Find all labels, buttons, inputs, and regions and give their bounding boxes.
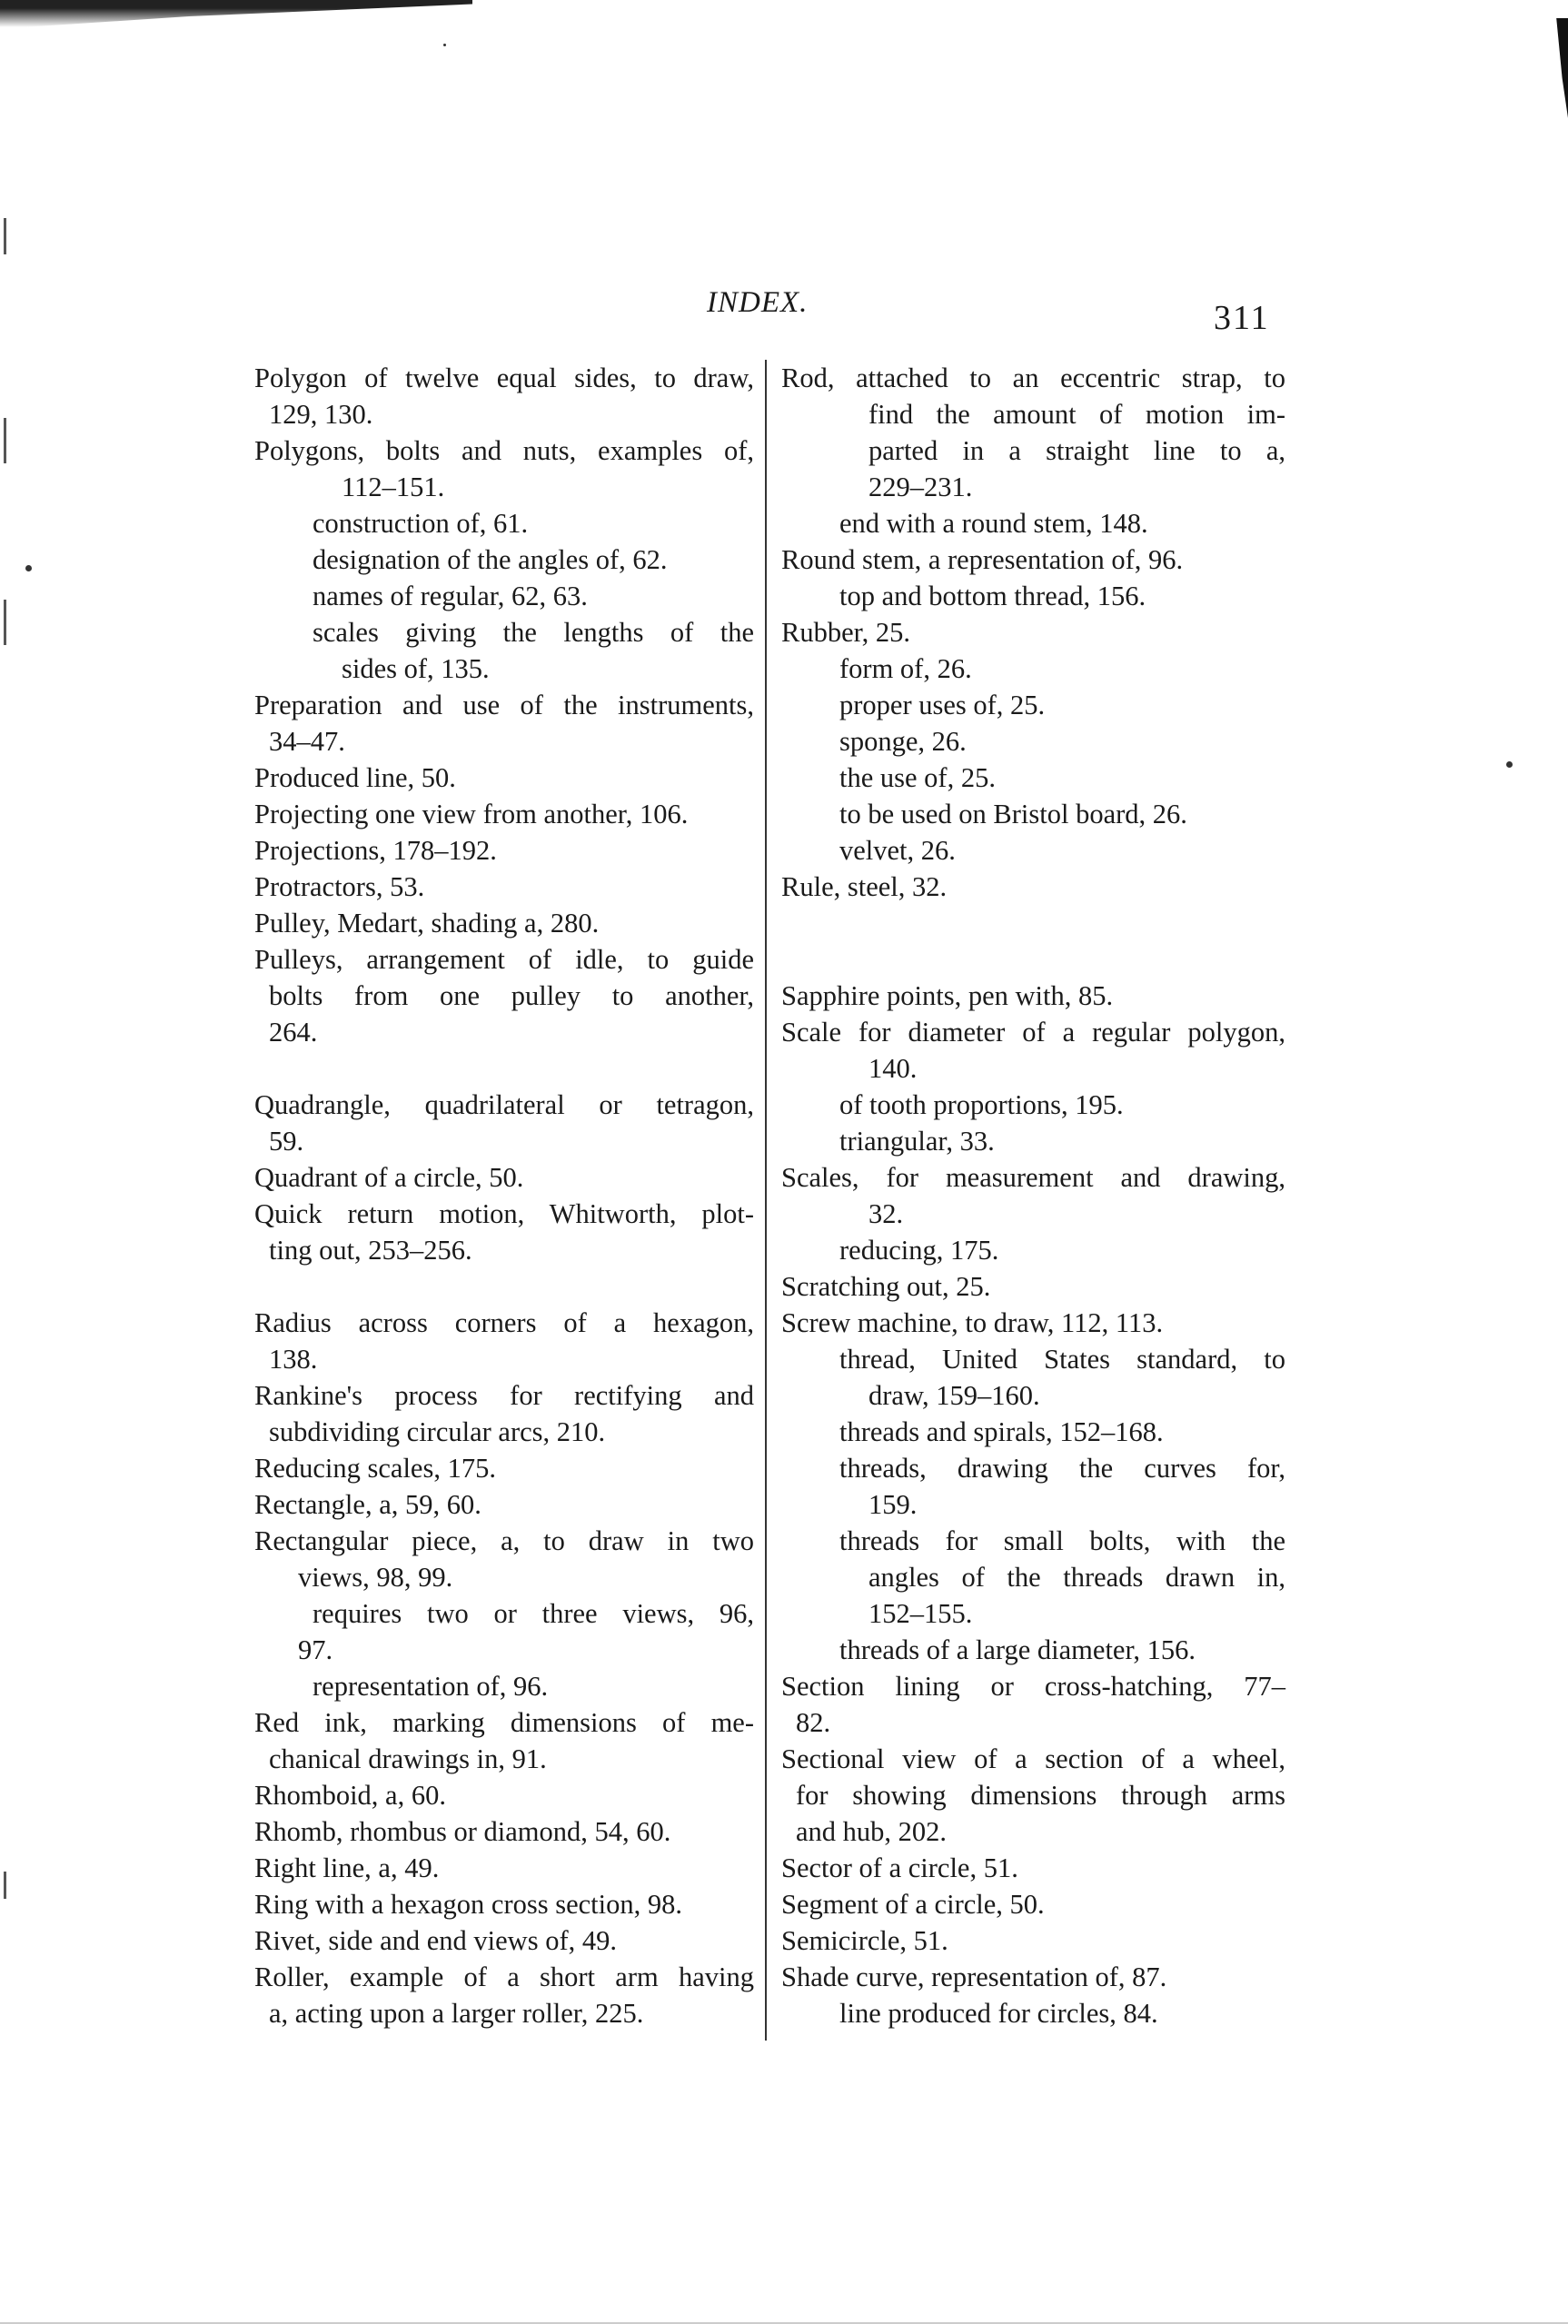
- index-subentry: for showing dimensions through arms: [796, 1780, 1285, 1811]
- index-subentry: 140.: [868, 1053, 918, 1084]
- index-subentry: 138.: [269, 1344, 318, 1375]
- index-entry: Rubber, 25.: [781, 617, 910, 648]
- index-column-left: [254, 360, 754, 2031]
- ink-speck: [443, 44, 446, 46]
- index-entry: Projections, 178–192.: [254, 835, 497, 866]
- index-entry: Projecting one view from another, 106.: [254, 799, 689, 829]
- blank-line: [254, 1268, 754, 1305]
- index-entry: Preparation and use of the instruments,: [254, 690, 754, 720]
- index-entry: Sector of a circle, 51.: [781, 1852, 1018, 1883]
- index-entry: Pulleys, arrangement of idle, to guide: [254, 944, 754, 975]
- index-subentry: bolts from one pulley to another,: [269, 980, 754, 1011]
- index-entry: Rankine's process for rectifying and: [254, 1380, 754, 1411]
- column-divider: [765, 360, 767, 2041]
- page-number: 311: [1214, 299, 1270, 337]
- scan-edge-right: [1553, 18, 1568, 118]
- index-subentry: subdividing circular arcs, 210.: [269, 1416, 606, 1447]
- index-entry: Round stem, a representation of, 96.: [781, 544, 1184, 575]
- index-subentry: sides of, 135.: [342, 653, 490, 684]
- margin-mark: [4, 1872, 6, 1899]
- index-subentry: 97.: [298, 1634, 333, 1665]
- index-subentry: 159.: [868, 1489, 918, 1520]
- index-subentry: 129, 130.: [269, 399, 373, 430]
- blank-line: [781, 941, 1285, 978]
- ink-speck: [25, 565, 32, 571]
- index-entry: Quadrangle, quadrilateral or tetragon,: [254, 1089, 754, 1120]
- index-entry: Rod, attached to an eccentric strap, to: [781, 363, 1285, 393]
- index-entry: Radius across corners of a hexagon,: [254, 1307, 754, 1338]
- index-entry: Semicircle, 51.: [781, 1925, 948, 1956]
- index-subentry: triangular, 33.: [839, 1126, 995, 1157]
- index-entry: Rhomboid, a, 60.: [254, 1780, 446, 1811]
- index-entry: Rhomb, rhombus or diamond, 54, 60.: [254, 1816, 671, 1847]
- ink-speck: [1506, 761, 1513, 768]
- index-entry: Rivet, side and end views of, 49.: [254, 1925, 617, 1956]
- index-column-right: [781, 360, 1285, 2031]
- index-subentry: a, acting upon a larger roller, 225.: [269, 1998, 644, 2029]
- margin-mark: [4, 600, 6, 645]
- index-subentry: 34–47.: [269, 726, 345, 757]
- index-subentry: proper uses of, 25.: [839, 690, 1046, 720]
- index-entry: Red ink, marking dimensions of me-: [254, 1707, 754, 1738]
- index-subentry: construction of, 61.: [313, 508, 529, 539]
- index-subentry: scales giving the lengths of the: [313, 617, 754, 648]
- index-subentry: form of, 26.: [839, 653, 972, 684]
- margin-mark: [4, 418, 6, 463]
- index-entry: Right line, a, 49.: [254, 1852, 440, 1883]
- index-entry: Scratching out, 25.: [781, 1271, 991, 1302]
- index-subentry: parted in a straight line to a,: [868, 435, 1285, 466]
- index-entry: Polygon of twelve equal sides, to draw,: [254, 363, 754, 393]
- index-subentry: chanical drawings in, 91.: [269, 1743, 547, 1774]
- index-entry: Rectangular piece, a, to draw in two: [254, 1525, 754, 1556]
- index-subentry: threads of a large diameter, 156.: [839, 1634, 1196, 1665]
- index-subentry: and hub, 202.: [796, 1816, 948, 1847]
- index-subentry: 152–155.: [868, 1598, 973, 1629]
- index-subentry: 229–231.: [868, 472, 973, 502]
- index-subentry: sponge, 26.: [839, 726, 967, 757]
- index-subentry: 112–151.: [342, 472, 445, 502]
- index-entry: Scales, for measurement and drawing,: [781, 1162, 1285, 1193]
- index-entry: Produced line, 50.: [254, 762, 456, 793]
- index-subentry: find the amount of motion im-: [868, 399, 1285, 430]
- index-subentry: reducing, 175.: [839, 1235, 999, 1266]
- index-subentry: angles of the threads drawn in,: [868, 1562, 1285, 1593]
- blank-line: [781, 905, 1285, 941]
- index-entry: Protractors, 53.: [254, 871, 425, 902]
- index-entry: Sectional view of a section of a wheel,: [781, 1743, 1285, 1774]
- index-entry: Sapphire points, pen with, 85.: [781, 980, 1114, 1011]
- index-subentry: designation of the angles of, 62.: [313, 544, 668, 575]
- index-subentry: of tooth proportions, 195.: [839, 1089, 1124, 1120]
- index-subentry: 32.: [868, 1198, 904, 1229]
- index-subentry: requires two or three views, 96,: [313, 1598, 754, 1629]
- index-entry: Roller, example of a short arm having: [254, 1961, 754, 1992]
- index-subentry: threads and spirals, 152–168.: [839, 1416, 1164, 1447]
- index-subentry: names of regular, 62, 63.: [313, 581, 588, 611]
- index-subentry: thread, United States standard, to: [839, 1344, 1285, 1375]
- index-entry: Quick return motion, Whitworth, plot-: [254, 1198, 754, 1229]
- index-entry: Rule, steel, 32.: [781, 871, 948, 902]
- blank-line: [254, 1050, 754, 1087]
- index-entry: Quadrant of a circle, 50.: [254, 1162, 524, 1193]
- index-entry: Screw machine, to draw, 112, 113.: [781, 1307, 1164, 1338]
- index-subentry: threads for small bolts, with the: [839, 1525, 1285, 1556]
- margin-mark: [4, 218, 6, 254]
- index-entry: Scale for diameter of a regular polygon,: [781, 1017, 1285, 1048]
- index-subentry: threads, drawing the curves for,: [839, 1453, 1285, 1484]
- running-header: INDEX.: [707, 286, 809, 319]
- index-subentry: top and bottom thread, 156.: [839, 581, 1146, 611]
- index-subentry: 264.: [269, 1017, 318, 1048]
- index-subentry: 82.: [796, 1707, 831, 1738]
- index-subentry: ting out, 253–256.: [269, 1235, 472, 1266]
- index-subentry: 59.: [269, 1126, 304, 1157]
- index-subentry: the use of, 25.: [839, 762, 996, 793]
- scan-edge-top: [0, 0, 472, 27]
- index-entry: Segment of a circle, 50.: [781, 1889, 1045, 1920]
- index-entry: Shade curve, representation of, 87.: [781, 1961, 1167, 1992]
- index-entry: Ring with a hexagon cross section, 98.: [254, 1889, 682, 1920]
- index-subentry: views, 98, 99.: [298, 1562, 453, 1593]
- index-entry: Rectangle, a, 59, 60.: [254, 1489, 481, 1520]
- index-entry: Pulley, Medart, shading a, 280.: [254, 908, 600, 939]
- index-subentry: to be used on Bristol board, 26.: [839, 799, 1187, 829]
- index-entry: Polygons, bolts and nuts, examples of,: [254, 435, 754, 466]
- index-subentry: velvet, 26.: [839, 835, 956, 866]
- index-entry: Reducing scales, 175.: [254, 1453, 496, 1484]
- index-entry: Section lining or cross-hatching, 77–: [781, 1671, 1285, 1702]
- index-subentry: representation of, 96.: [313, 1671, 549, 1702]
- index-subentry: line produced for circles, 84.: [839, 1998, 1158, 2029]
- index-subentry: draw, 159–160.: [868, 1380, 1040, 1411]
- index-subentry: end with a round stem, 148.: [839, 508, 1148, 539]
